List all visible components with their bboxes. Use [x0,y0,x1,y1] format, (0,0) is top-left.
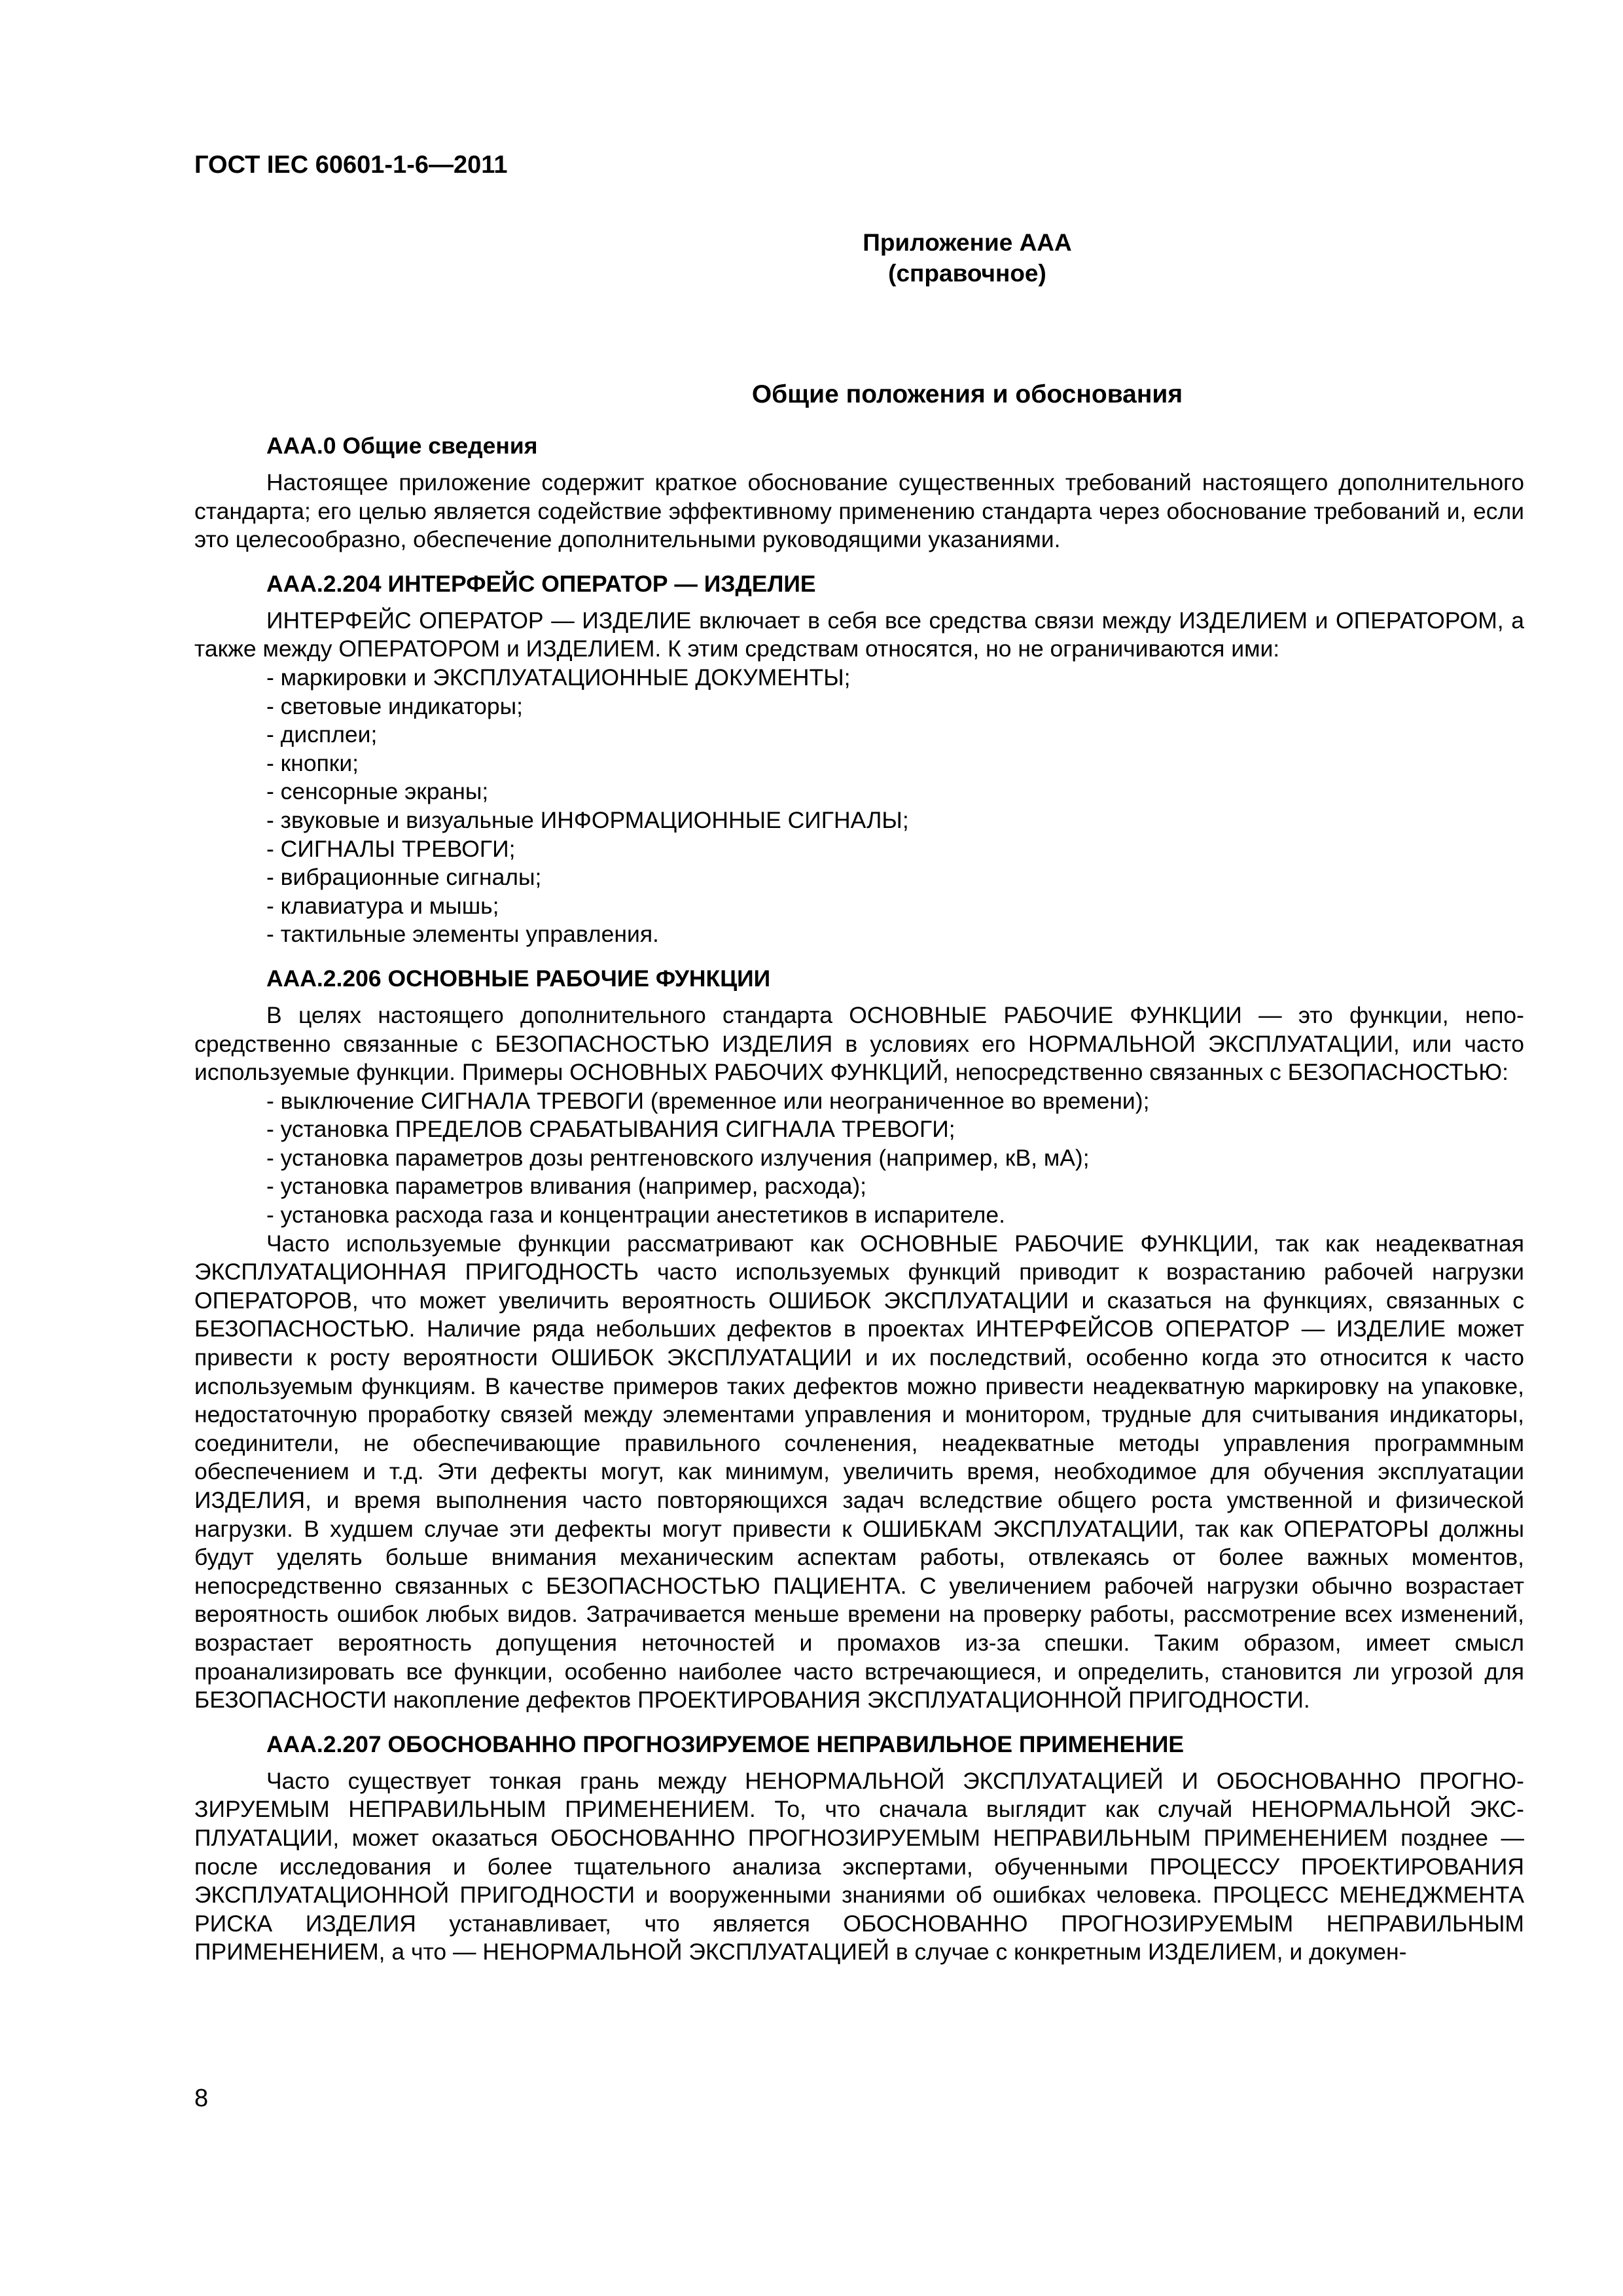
section-paragraph: В целях настоящего дополнительного стандарта ОСНОВНЫЕ РАБОЧИЕ ФУНКЦИИ — это функции, непосредственно связанные с БЕЗОПАСНОСТЬЮ ИЗДЕЛИЯ в условиях его НОРМАЛЬНОЙ ЭКСПЛУАТАЦИИ, или часто используемые функции. Примеры ОСНОВНЫХ РАБОЧИХ ФУНКЦИЙ, непосредственно связанных с БЕЗОПАСНОСТЬЮ: [194,1001,1524,1086]
list-item: - маркировки и ЭКСПЛУАТАЦИОННЫЕ ДОКУМЕНТЫ; [266,664,851,691]
list-item: - вибрационные сигналы; [266,864,542,891]
section-operator-interface [194,567,1524,949]
list-item: - сенсорные экраны; [266,778,489,805]
list-item: - световые индикаторы; [266,692,524,719]
list-item: - тактильные элементы управления. [266,921,659,948]
section-primary-functions [194,962,1524,1715]
section-general [194,429,1524,554]
section-heading: ААА.2.204 ИНТЕРФЕЙС ОПЕРАТОР — ИЗДЕЛИЕ [266,570,816,597]
list-item: - кнопки; [266,749,359,776]
list-item: - звуковые и визуальные ИНФОРМАЦИОННЫЕ СИГНАЛЫ; [266,806,909,833]
section-heading: ААА.2.206 ОСНОВНЫЕ РАБОЧИЕ ФУНКЦИИ [266,965,771,992]
list-item: - установка расхода газа и концентрации анестетиков в испарителе. [266,1202,1005,1229]
list-item: - установка параметров вливания (например, расхода); [266,1173,867,1200]
section-paragraph: ИНТЕРФЕЙС ОПЕРАТОР — ИЗДЕЛИЕ включает в себя все средства связи между ИЗДЕЛИЕМ и ОПЕРАТОРОМ, а также между ОПЕРАТОРОМ и ИЗДЕЛИЕМ. К этим средствам относятся, но не ограничиваются ими: [194,607,1524,662]
page-number: 8 [194,2085,209,2112]
interface-means-list [194,664,1524,949]
annex-title: Приложение ААА [863,229,1072,256]
list-item: - СИГНАЛЫ ТРЕВОГИ; [266,835,516,862]
page-header: ГОСТ IEC 60601-1-6—2011 [194,151,508,179]
document-body [194,429,1524,1967]
list-item: - выключение СИГНАЛА ТРЕВОГИ (временное или неограниченное во времени); [266,1087,1150,1114]
section-paragraph: Часто используемые функции рассматривают как ОСНОВНЫЕ РАБОЧИЕ ФУНКЦИИ, так как неадекватная ЭКСПЛУАТАЦИОННАЯ ПРИГОДНОСТЬ часто используемых функций приводит к возрастанию рабочей нагрузки ОПЕРАТОРОВ, что может увеличить вероятность ОШИБОК ЭКСПЛУАТАЦИИ и сказаться на функциях, связанных с БЕЗОПАСНОСТЬЮ. Наличие ряда небольших дефектов в проектах ИНТЕРФЕЙСОВ ОПЕРАТОР — ИЗДЕЛИЕ может привести к росту вероятности ОШИБОК ЭКСПЛУАТАЦИИ и их последствий, особенно когда это относится к часто используемым функциям. В качестве примеров таких дефектов можно привести неадекватную маркировку на упаковке, недостаточную проработку связей между элементами управления и монитором, трудные для считывания индикаторы, соединители, не обеспечивающие правильного сочленения, неадекватные методы управления программным обеспечением и т.д. Эти дефекты могут, как минимум, увеличить время, необходимое для обучения эксплуатации ИЗДЕЛИЯ, и время выполнения часто повторяющихся задач вследствие общего роста умственной и физической нагрузки. В худшем случае эти дефекты могут привести к ОШИБКАМ ЭКСПЛУАТАЦИИ, так как ОПЕРАТОРЫ должны будут уделять больше внимания механическим аспектам работы, отвлекаясь от более важных моментов, непосредственно связанных с БЕЗОПАСНОСТЬЮ ПАЦИЕНТА. С увеличением рабочей нагрузки обычно возрастает вероятность ошибок любых видов. Затрачивается меньше времени на проверку работы, рассмотрение всех изменений, возрастает вероятность допущения неточностей и промахов из-за спешки. Таким образом, имеет смысл проанализировать все функции, особенно наиболее часто встречающиеся, и определить, становится ли угрозой для БЕЗОПАСНОСТИ накопление дефектов ПРОЕКТИРОВАНИЯ ЭКСПЛУАТАЦИОННОЙ ПРИГОДНОСТИ. [194,1230,1524,1713]
section-heading: ААА.2.207 ОБОСНОВАННО ПРОГНОЗИРУЕМОЕ НЕПРАВИЛЬНОЕ ПРИМЕНЕНИЕ [266,1731,1185,1757]
section-paragraph: Часто существует тонкая грань между НЕНОРМАЛЬНОЙ ЭКСПЛУАТАЦИЕЙ И ОБОСНОВАННО ПРОГНОЗИРУЕМЫМ НЕПРАВИЛЬНЫМ ПРИМЕНЕНИЕМ. То, что сначала выглядит как случай НЕНОРМАЛЬНОЙ ЭКСПЛУАТАЦИИ, может оказаться ОБОСНОВАННО ПРОГНОЗИРУЕМЫМ НЕПРАВИЛЬНЫМ ПРИМЕНЕНИЕМ позднее — после исследования и более тщательного анализа экспертами, обученными ПРОЦЕССУ ПРОЕКТИРОВАНИЯ ЭКСПЛУАТАЦИОННОЙ ПРИГОДНОСТИ и вооруженными знаниями об ошибках человека. ПРОЦЕСС МЕНЕДЖМЕНТА РИСКА ИЗДЕЛИЯ устанавливает, что является ОБОСНОВАННО ПРОГНОЗИРУЕМЫМ НЕПРАВИЛЬНЫМ ПРИМЕНЕНИЕМ, а что — НЕНОРМАЛЬНОЙ ЭКСПЛУАТАЦИЕЙ в случае с конкретным ИЗДЕЛИЕМ, и докумен- [194,1767,1524,1965]
list-item: - установка параметров дозы рентгеновского излучения (например, кВ, мА); [266,1144,1090,1171]
main-title: Общие положения и обоснования [751,380,1183,408]
section-paragraph: Настоящее приложение содержит краткое обоснование существенных требований настоящего дополнительного стандарта; его целью является содействие эффективному применению стандарта через обоснование требований и, если это целесообразно, обеспечение дополнительными руководящими указаниями. [194,469,1524,553]
list-item: - установка ПРЕДЕЛОВ СРАБАТЫВАНИЯ СИГНАЛА ТРЕВОГИ; [266,1116,955,1143]
list-item: - дисплеи; [266,721,378,748]
section-heading: ААА.0 Общие сведения [266,433,538,459]
section-foreseeable-misuse [194,1728,1524,1967]
list-item: - клавиатура и мышь; [266,892,499,919]
annex-title-block [194,227,1524,289]
primary-functions-list [194,1087,1524,1230]
annex-status: (справочное) [888,260,1046,287]
